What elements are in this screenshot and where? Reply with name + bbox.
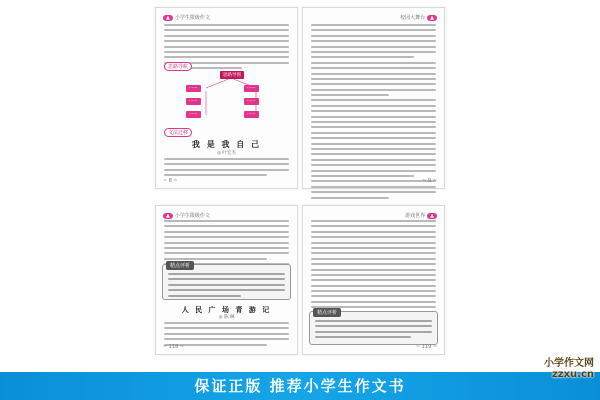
- header-label: 小学生限级作文: [174, 15, 210, 21]
- book-page-9: [302, 7, 445, 189]
- note-text: [315, 320, 432, 342]
- page-header: [405, 212, 437, 219]
- mind-map-node: ······: [244, 111, 259, 118]
- header-label: 校园大舞台: [400, 15, 426, 21]
- promo-banner-text: 保证正版 推荐小学生作文书: [194, 377, 406, 395]
- essay-title: 人 民 广 场 青 游 记: [181, 305, 272, 314]
- header-badge: ▲: [427, 15, 437, 21]
- page-number: ~ 118 ~: [163, 344, 185, 350]
- page-number: ~ 8 ~: [163, 178, 178, 184]
- header-label: 小学生限级作文: [174, 213, 210, 219]
- page-number: ~ 119 ~: [415, 344, 437, 350]
- mind-map-node: ······: [186, 85, 201, 92]
- essay-title: 我 是 我 自 己: [191, 139, 262, 149]
- review-note: [162, 264, 291, 300]
- mind-map-node: ······: [186, 98, 201, 105]
- essay-byline: ◎ 叶宏杰: [217, 151, 236, 156]
- page-number: ~ 9 ~: [422, 178, 437, 184]
- mind-map-node: ······: [244, 85, 259, 92]
- note-text: [168, 273, 285, 300]
- page-header: [163, 14, 210, 21]
- watermark-title: 小学作文网: [544, 358, 594, 369]
- book-page-118: [155, 205, 298, 355]
- note-label: 精点评析: [166, 261, 194, 270]
- watermark-url: zzxu.cn: [551, 369, 594, 380]
- page-header: [163, 212, 210, 219]
- mind-map-node: ······: [186, 111, 201, 118]
- mind-map-node: ······: [244, 98, 259, 105]
- page-header: [400, 14, 437, 21]
- essay-byline: ◎ 陈 琳: [218, 315, 235, 320]
- section-tag: 文法迁移: [164, 128, 192, 137]
- header-badge: ▲: [163, 213, 173, 219]
- text-block: [311, 24, 436, 202]
- mind-map: [186, 71, 276, 129]
- note-label: 精点评析: [313, 308, 341, 317]
- review-note: [309, 311, 438, 345]
- header-label: 游戏世界: [405, 213, 426, 219]
- site-watermark: [544, 358, 594, 380]
- text-block: [164, 158, 289, 180]
- header-badge: ▲: [427, 213, 437, 219]
- mind-map-center: 思路导图: [220, 71, 244, 79]
- section-tag: 思路导航: [164, 62, 192, 71]
- header-badge: ▲: [163, 15, 173, 21]
- book-page-119: [302, 205, 445, 355]
- book-page-8: [155, 7, 298, 189]
